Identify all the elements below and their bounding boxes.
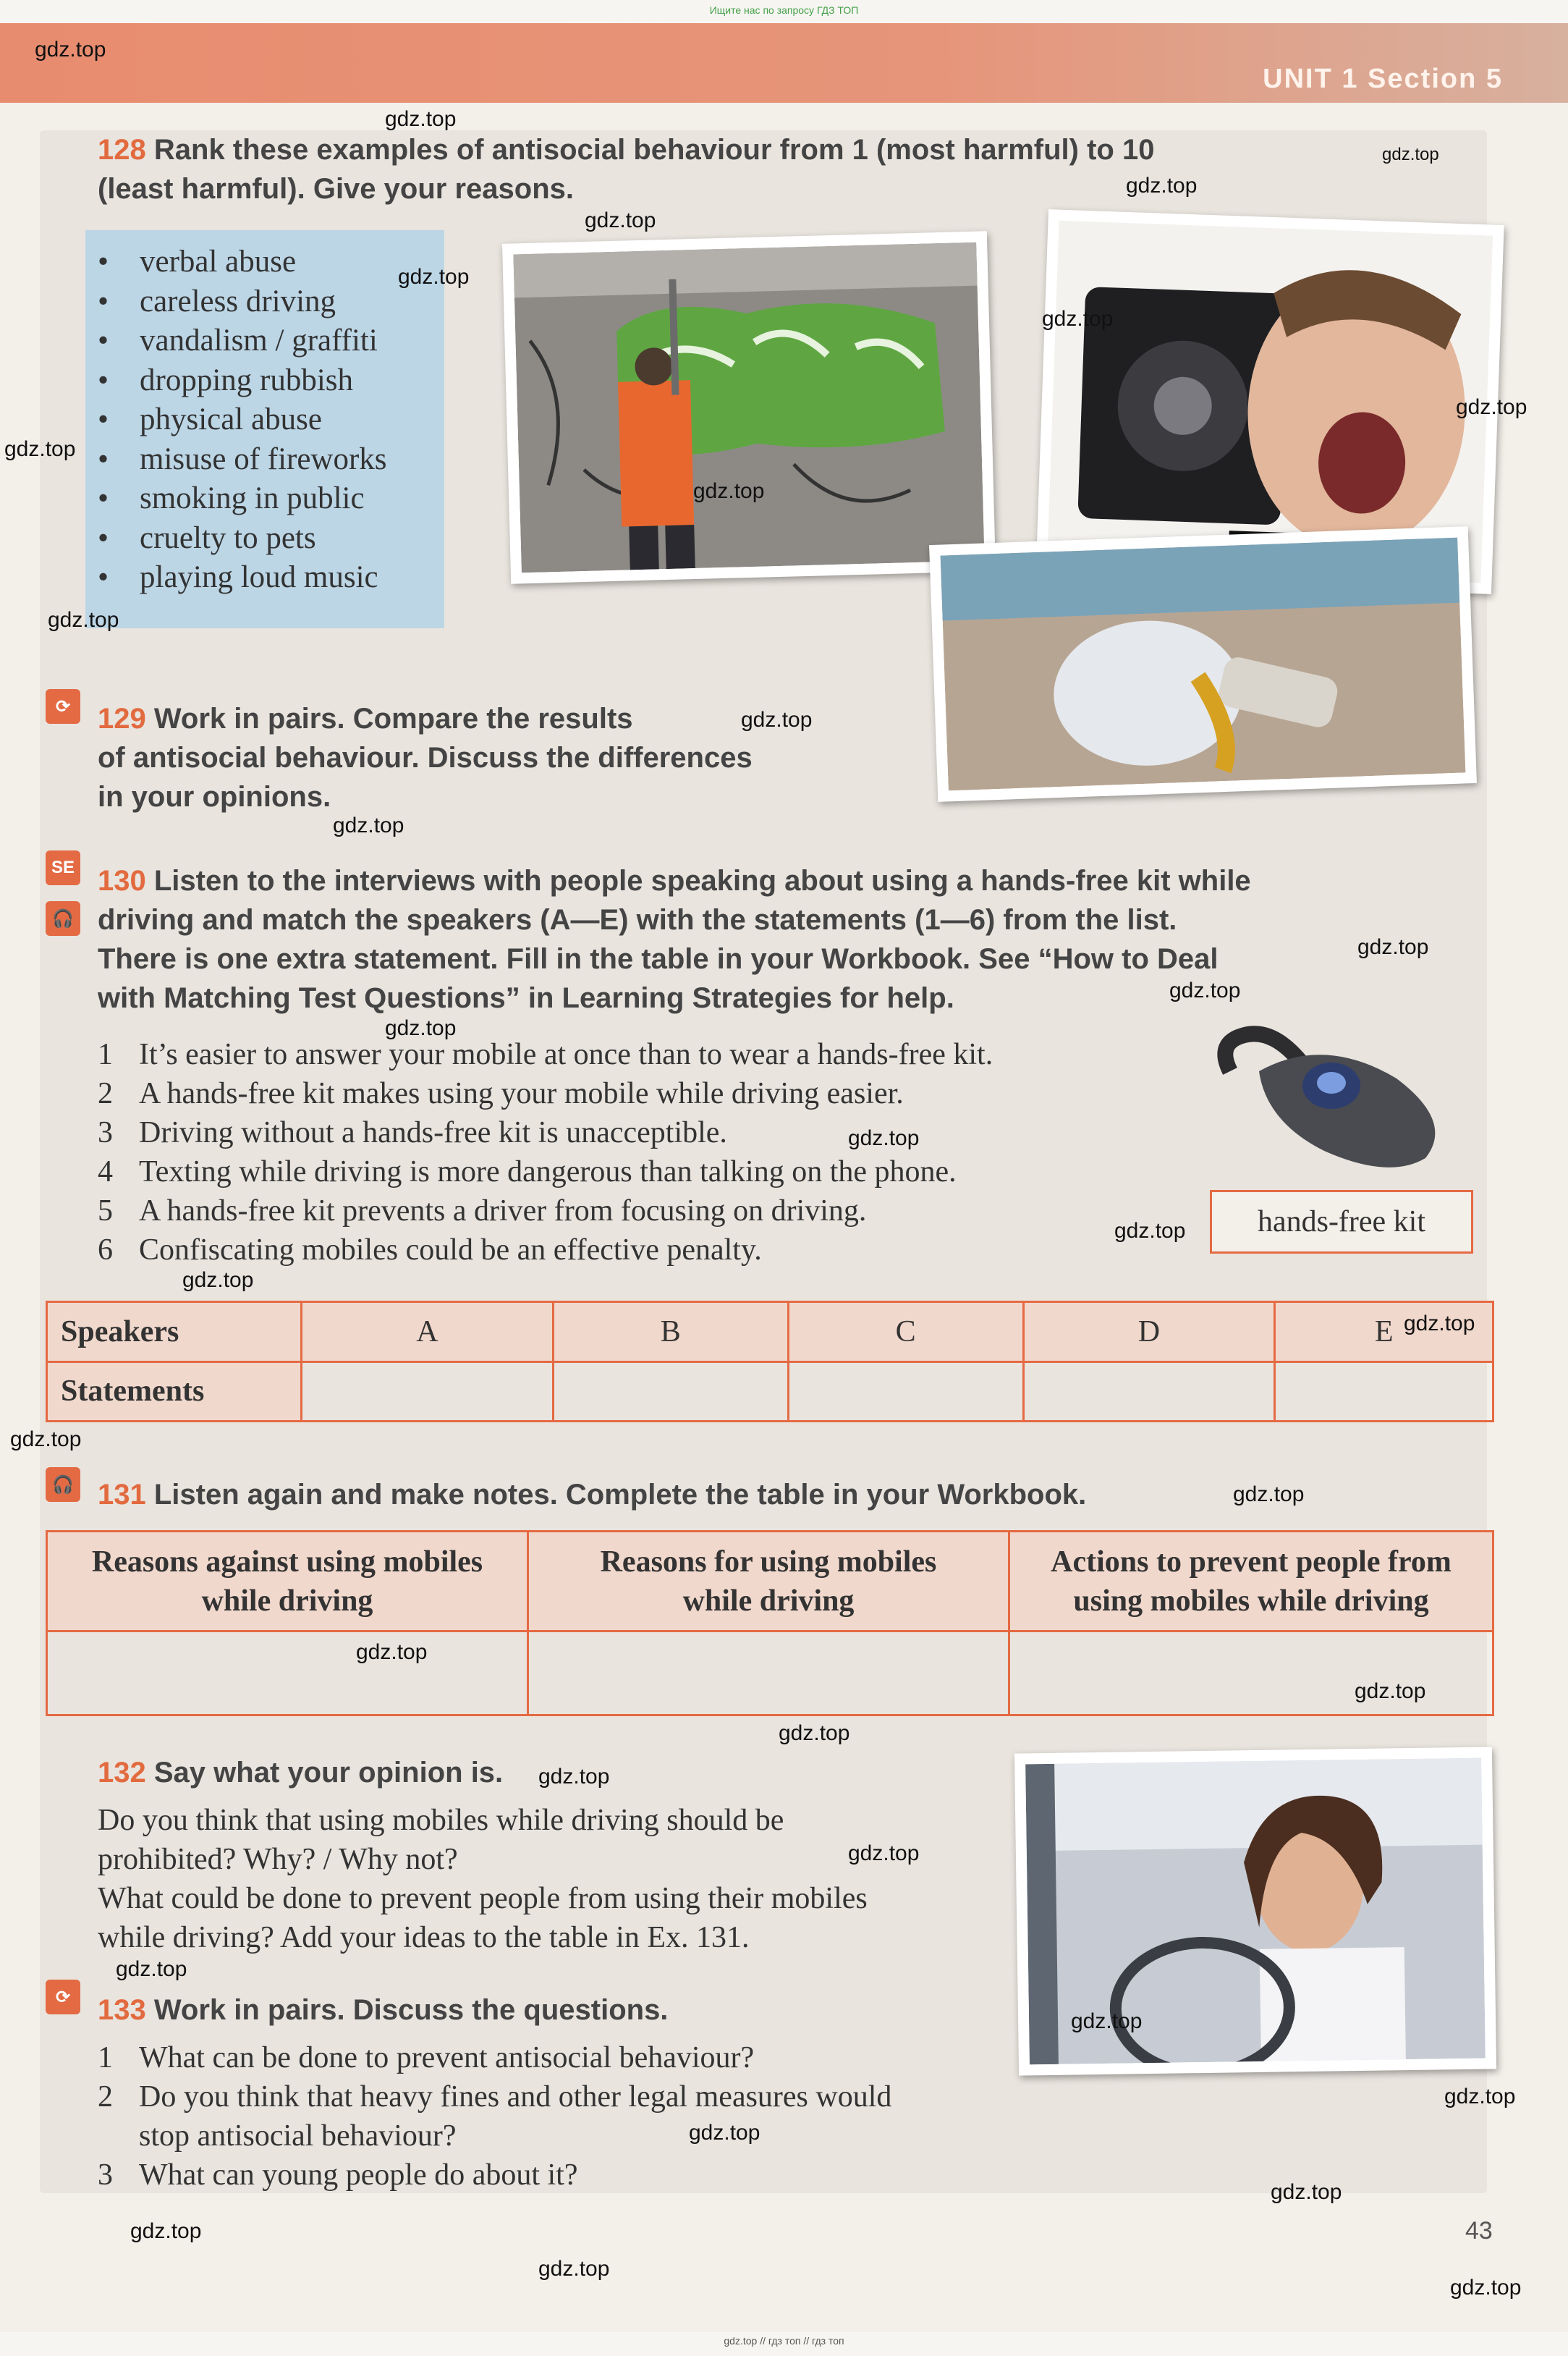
statement-number: 6 <box>98 1233 113 1267</box>
watermark: gdz.top <box>356 1640 428 1664</box>
ex128-number: 128 <box>98 134 146 166</box>
unit-section-title: UNIT 1 Section 5 <box>1263 64 1503 94</box>
ex131-table <box>46 1530 1494 1716</box>
watermark: gdz.top <box>1444 2085 1516 2108</box>
watermark: gdz.top <box>10 1427 82 1451</box>
ex133-q3-text: What can young people do about it? <box>139 2158 578 2192</box>
bottom-strip-text: gdz.top // гдз топ // гдз топ <box>724 2335 844 2347</box>
watermark: gdz.top <box>848 1126 920 1150</box>
ex130-line3: There is one extra statement. Fill in the table in your Workbook. See “How to Deal <box>98 943 1219 975</box>
graffiti-photo <box>502 231 996 583</box>
watermark: gdz.top <box>741 708 813 732</box>
headphones-icon: 🎧 <box>46 901 80 936</box>
ex131-instruction <box>98 1475 1328 1514</box>
statement-cell-e <box>1275 1361 1493 1422</box>
ex132-line2: prohibited? Why? / Why not? <box>98 1843 458 1876</box>
watermark: gdz.top <box>4 437 76 461</box>
watermark: gdz.top <box>1233 1482 1305 1506</box>
watermark: gdz.top <box>693 479 765 503</box>
ex128-instruction <box>98 130 1255 208</box>
ex133-title-text: Work in pairs. Discuss the questions. <box>153 1994 669 2026</box>
watermark: gdz.top <box>779 1721 850 1745</box>
watermark: gdz.top <box>848 1841 920 1865</box>
statement-number: 5 <box>98 1194 113 1228</box>
watermark: gdz.top <box>1271 2180 1342 2204</box>
statement-cell-b <box>553 1361 788 1422</box>
watermark: gdz.top <box>1404 1312 1475 1335</box>
ex128-list-item: • dropping rubbish <box>98 361 387 401</box>
watermark: gdz.top <box>182 1268 254 1292</box>
ex133-q3 <box>98 2156 1038 2195</box>
ex129-line3: in your opinions. <box>98 781 331 813</box>
ex129-line2: of antisocial behaviour. Discuss the differences <box>98 742 753 774</box>
watermark: gdz.top <box>538 2257 610 2281</box>
ex133-title <box>98 1990 966 2030</box>
reasons-for-cell <box>528 1631 1009 1715</box>
ex130-statement <box>98 1152 1183 1191</box>
watermark: gdz.top <box>585 208 656 232</box>
watermark: gdz.top <box>385 1016 457 1040</box>
watermark: gdz.top <box>1071 2009 1143 2033</box>
reasons-for-line2: while driving <box>682 1584 855 1618</box>
statements-label: Statements <box>47 1361 302 1422</box>
watermark: gdz.top <box>116 1957 187 1981</box>
statement-text: Confiscating mobiles could be an effective penalty. <box>139 1233 762 1267</box>
watermark: gdz.top <box>35 38 106 62</box>
ex128-line1: Rank these examples of antisocial behaviour from 1 (most harmful) to 10 <box>153 134 1155 166</box>
speakers-label: Speakers <box>47 1302 302 1362</box>
hands-free-kit-image <box>1187 1013 1462 1180</box>
ex128-list-item: • verbal abuse <box>98 242 387 282</box>
watermark: gdz.top <box>130 2219 202 2243</box>
statement-cell-d <box>1023 1361 1275 1422</box>
watermark: gdz.top <box>1355 1679 1426 1703</box>
pair-work-icon: ⟳ <box>46 689 80 724</box>
speaker-b: B <box>553 1302 788 1362</box>
page-number: 43 <box>1465 2217 1493 2245</box>
ex132-title-text: Say what your opinion is. <box>153 1757 504 1789</box>
ex132-line4: while driving? Add your ideas to the table in Ex. 131. <box>98 1921 750 1954</box>
ex131-header-row <box>47 1532 1493 1631</box>
ex130-statement <box>98 1230 1183 1270</box>
watermark: gdz.top <box>1042 307 1114 331</box>
statement-text: A hands-free kit prevents a driver from focusing on driving. <box>139 1194 867 1228</box>
se-icon: SE <box>46 850 80 885</box>
watermark: gdz.top <box>1357 935 1429 959</box>
reasons-against-header <box>47 1532 528 1631</box>
watermark: gdz.top <box>1126 174 1198 198</box>
rubbish-photo <box>929 526 1477 802</box>
ex130-number: 130 <box>98 865 146 897</box>
watermark: gdz.top <box>689 2121 760 2145</box>
watermark: gdz.top <box>538 1765 610 1789</box>
pair-work-icon: ⟳ <box>46 1980 80 2014</box>
watermark: gdz.top <box>398 265 470 289</box>
ex132-line3: What could be done to prevent people from using their mobiles <box>98 1882 868 1915</box>
watermark: gdz.top <box>385 107 457 131</box>
ex133-q2-line2: stop antisocial behaviour? <box>139 2119 457 2153</box>
ex133-q1 <box>98 2038 1038 2077</box>
ex131-text: Listen again and make notes. Complete the table in your Workbook. <box>153 1479 1087 1511</box>
ex130-statement <box>98 1035 1183 1074</box>
ex129-number: 129 <box>98 703 146 735</box>
ex133-questions <box>98 2038 1038 2195</box>
watermark: gdz.top <box>48 608 119 632</box>
actions-header <box>1009 1532 1493 1631</box>
ex130-line4: with Matching Test Questions” in Learning Strategies for help. <box>98 982 954 1014</box>
rubbish-photo-image <box>941 538 1466 791</box>
ex128-list-item: • smoking in public <box>98 479 387 519</box>
ex131-empty-row <box>47 1631 1493 1715</box>
statement-cell-a <box>302 1361 554 1422</box>
statement-text: Driving without a hands-free kit is unacceptible. <box>139 1116 727 1149</box>
statements-row <box>47 1361 1493 1422</box>
reasons-against-line2: while driving <box>201 1584 373 1618</box>
ex130-line2: driving and match the speakers (A—E) with the statements (1—6) from the list. <box>98 904 1177 936</box>
ex128-list-item: • misuse of fireworks <box>98 440 387 480</box>
ex133-q1-number: 1 <box>98 2041 113 2074</box>
reasons-against-line1: Reasons against using mobiles <box>91 1545 483 1579</box>
ex128-list <box>98 242 387 598</box>
ex128-list-item: • vandalism / graffiti <box>98 321 387 361</box>
statement-cell-c <box>788 1361 1023 1422</box>
speaker-e: E <box>1275 1302 1493 1362</box>
ex130-statement <box>98 1191 1183 1230</box>
ex128-list-item: • physical abuse <box>98 400 387 440</box>
ex130-statement <box>98 1074 1183 1113</box>
actions-line2: using mobiles while driving <box>1073 1584 1429 1618</box>
statement-text: Texting while driving is more dangerous than talking on the phone. <box>139 1155 957 1188</box>
ex133-number: 133 <box>98 1994 146 2026</box>
actions-line1: Actions to prevent people from <box>1051 1545 1452 1579</box>
watermark: gdz.top <box>1456 395 1527 419</box>
ex128-line2: (least harmful). Give your reasons. <box>98 173 574 205</box>
watermark: gdz.top <box>1450 2276 1522 2300</box>
headphones-icon: 🎧 <box>46 1467 80 1502</box>
ex133-q2-number: 2 <box>98 2080 113 2114</box>
graffiti-photo-image <box>513 242 984 573</box>
top-strip-text: Ищите нас по запросу ГДЗ ТОП <box>709 4 859 16</box>
ex130-instruction <box>98 861 1472 1018</box>
ex130-table <box>46 1301 1494 1422</box>
ex133-q2 <box>98 2077 1038 2156</box>
speaker-c: C <box>788 1302 1023 1362</box>
ex133-q3-number: 3 <box>98 2158 113 2192</box>
ex132-number: 132 <box>98 1757 146 1789</box>
statement-number: 3 <box>98 1116 113 1149</box>
statement-number: 1 <box>98 1038 113 1071</box>
ex130-statements <box>98 1035 1186 1270</box>
watermark: gdz.top <box>1169 979 1241 1002</box>
statement-number: 2 <box>98 1077 113 1110</box>
ex128-list-item: • playing loud music <box>98 558 387 598</box>
ex132-line1: Do you think that using mobiles while driving should be <box>98 1804 784 1837</box>
ex133-q1-text: What can be done to prevent antisocial behaviour? <box>139 2041 755 2074</box>
ex133-q2-text <box>139 2077 891 2156</box>
ex130-statement <box>98 1113 1183 1152</box>
watermark: gdz.top <box>1382 145 1439 164</box>
hands-free-kit-label: hands-free kit <box>1210 1190 1473 1254</box>
ex133-q2-line1: Do you think that heavy fines and other legal measures would <box>139 2080 892 2114</box>
speakers-row <box>47 1302 1493 1362</box>
watermark: gdz.top <box>1114 1219 1186 1243</box>
reasons-for-line1: Reasons for using mobiles <box>600 1545 937 1579</box>
reasons-for-header <box>528 1532 1009 1631</box>
watermark: gdz.top <box>333 814 404 837</box>
ex132-text <box>98 1801 1038 1957</box>
speaker-d: D <box>1023 1302 1275 1362</box>
statement-text: A hands-free kit makes using your mobile while driving easier. <box>139 1077 904 1110</box>
reasons-against-cell <box>47 1631 528 1715</box>
statement-text: It’s easier to answer your mobile at once than to wear a hands-free kit. <box>139 1038 993 1071</box>
speaker-a: A <box>302 1302 554 1362</box>
ex128-list-item: • careless driving <box>98 282 387 322</box>
ex130-line1: Listen to the interviews with people speaking about using a hands-free kit while <box>153 865 1251 897</box>
ex131-number: 131 <box>98 1479 146 1511</box>
ex129-line1: Work in pairs. Compare the results <box>153 703 633 735</box>
statement-number: 4 <box>98 1155 113 1188</box>
ex128-list-item: • cruelty to pets <box>98 519 387 559</box>
